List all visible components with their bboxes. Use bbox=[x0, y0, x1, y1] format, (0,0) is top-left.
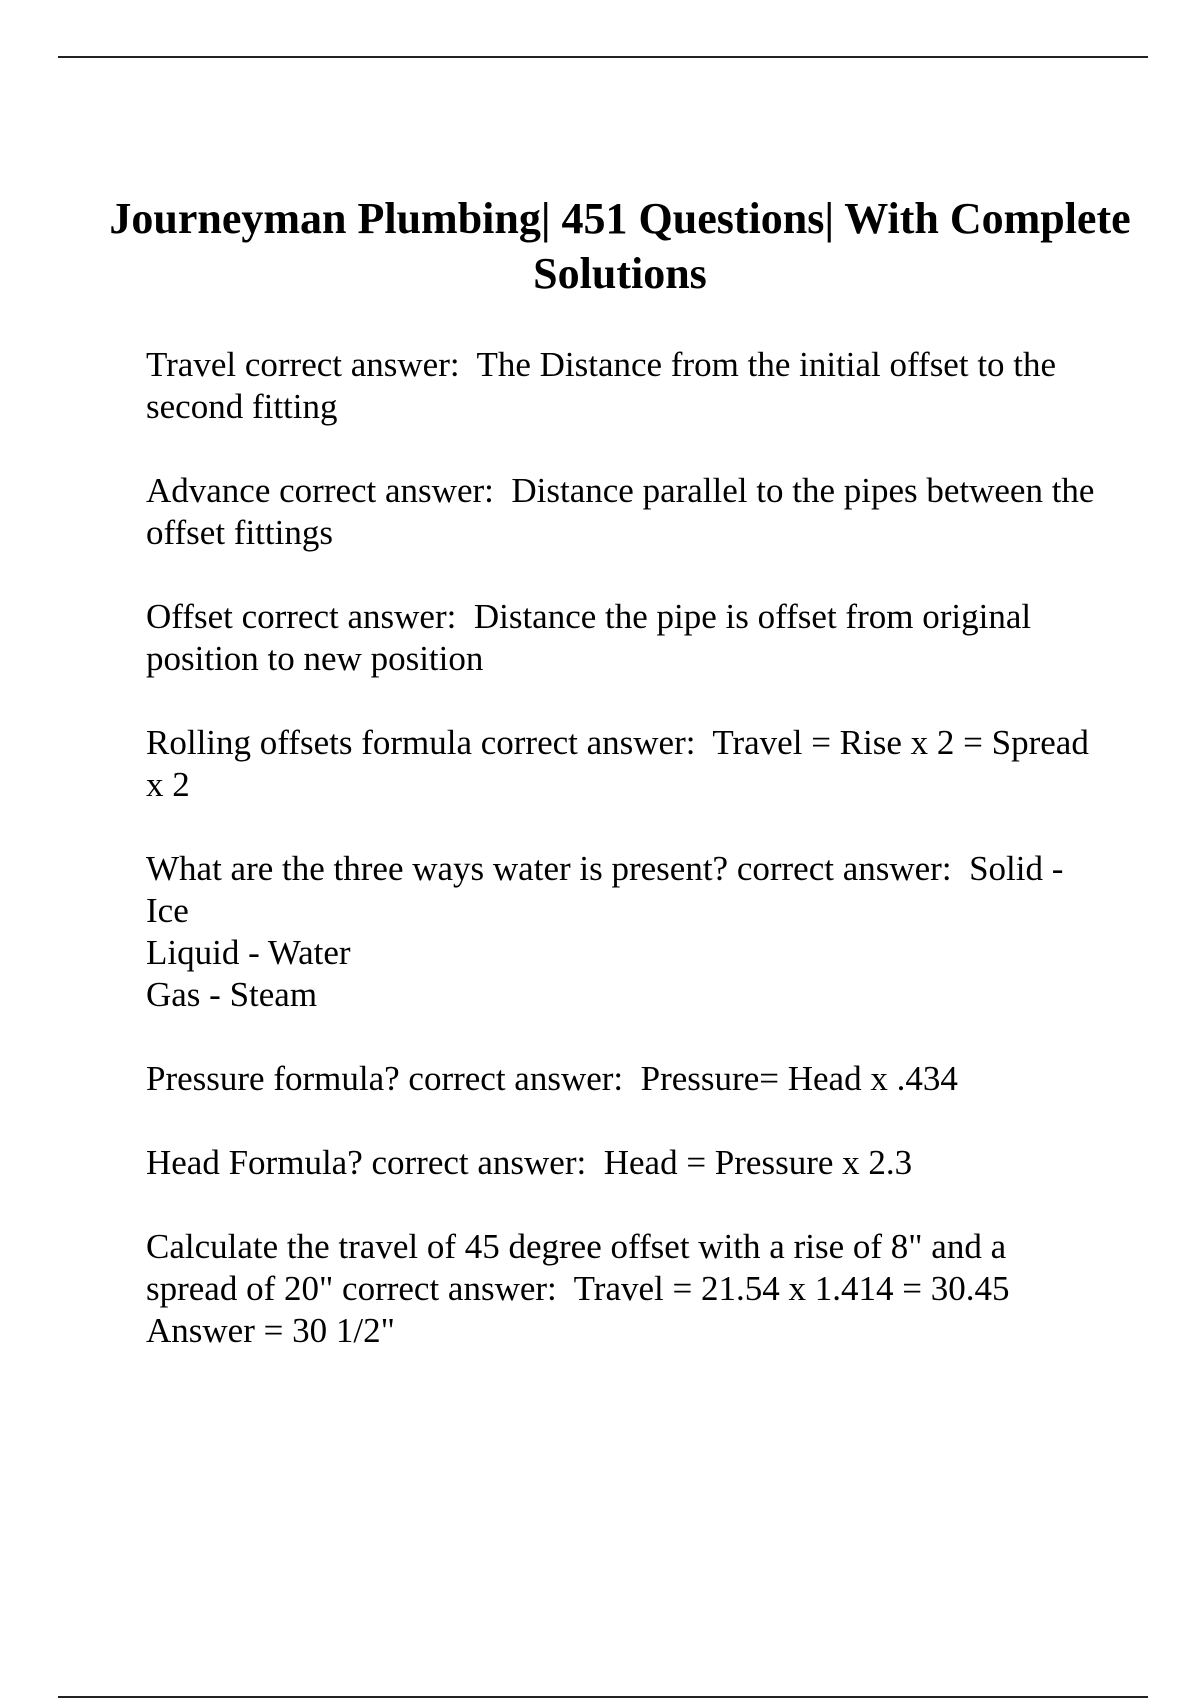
qa-item-rolling-offsets: Rolling offsets formula correct answer: Travel = Rise x 2 = Spread x 2 bbox=[146, 723, 1098, 804]
footer-rule bbox=[58, 1696, 1148, 1698]
qa-item-offset: Offset correct answer: Distance the pipe is offset from original position to new position bbox=[146, 597, 1040, 678]
qa-item-advance: Advance correct answer: Distance parallel to the pipes between the offset fittings bbox=[146, 471, 1104, 552]
document-title: Journeyman Plumbing| 451 Questions| With Complete Solutions bbox=[109, 194, 1131, 298]
document-body bbox=[146, 344, 1104, 1394]
qa-item-pressure-formula: Pressure formula? correct answer: Pressure= Head x .434 bbox=[146, 1059, 958, 1098]
qa-item-travel: Travel correct answer: The Distance from the initial offset to the second fitting bbox=[146, 345, 1065, 426]
qa-item-head-formula: Head Formula? correct answer: Head = Pressure x 2.3 bbox=[146, 1143, 913, 1182]
qa-item-travel-calculation: Calculate the travel of 45 degree offset with a rise of 8" and a spread of 20" correct answer: Travel = 21.54 x 1.414 = 30.45 Answer = 30 1/2" bbox=[146, 1227, 1010, 1350]
qa-item-water-states: What are the three ways water is present? correct answer: Solid - Ice Liquid - Water Gas - Steam bbox=[146, 849, 1064, 1014]
header-rule bbox=[58, 56, 1148, 58]
